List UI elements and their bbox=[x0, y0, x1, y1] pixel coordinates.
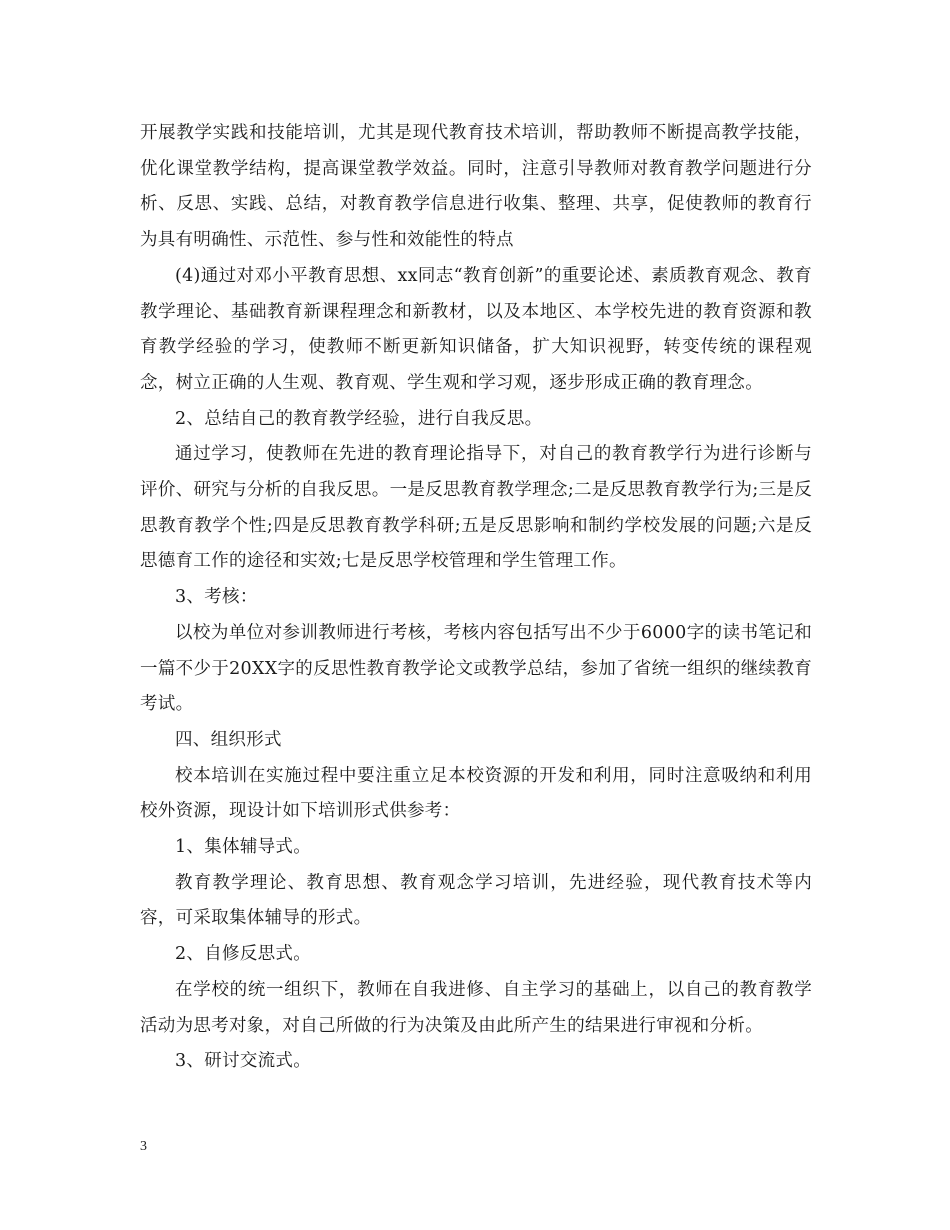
paragraph: 以校为单位对参训教师进行考核，考核内容包括写出不少于6000字的读书笔记和一篇不少于20XX字的反思性教育教学论文或教学总结，参加了省统一组织的继续教育考试。 bbox=[140, 622, 812, 715]
paragraph: 在学校的统一组织下，教师在自我进修、自主学习的基础上，以自己的教育教学活动为思考对象，对自己所做的行为决策及由此所产生的结果进行审视和分析。 bbox=[140, 979, 812, 1036]
section-heading: 四、组织形式 bbox=[175, 729, 282, 750]
section-heading: 3、研讨交流式。 bbox=[175, 1051, 312, 1072]
section-heading: 3、考核： bbox=[175, 587, 258, 608]
paragraph: 开展教学实践和技能培训，尤其是现代教育技术培训，帮助教师不断提高教学技能，优化课堂教学结构，提高课堂教学效益。同时，注意引导教师对教育教学问题进行分析、反思、实践、总结，对教育教学信息进行收集、整理、共享，促使教师的教育行为具有明确性、示范性、参与性和效能性的特点 bbox=[140, 123, 812, 251]
page-number: 3 bbox=[140, 1139, 147, 1154]
paragraph: 通过学习，使教师在先进的教育理论指导下，对自己的教育教学行为进行诊断与评价、研究与分析的自我反思。一是反思教育教学理念;二是反思教育教学行为;三是反思教育教学个性;四是反思教育教学科研;五是反思影响和制约学校发展的问题;六是反思德育工作的途径和实效;七是反思学校管理和学生管理工作。 bbox=[140, 444, 812, 572]
document-body bbox=[140, 116, 812, 1080]
paragraph: (4)通过对邓小平教育思想、xx同志“教育创新”的重要论述、素质教育观念、教育教学理论、基础教育新课程理念和新教材，以及本地区、本学校先进的教育资源和教育教学经验的学习，使教师不断更新知识储备，扩大知识视野，转变传统的课程观念，树立正确的人生观、教育观、学生观和学习观，逐步形成正确的教育理念。 bbox=[140, 265, 812, 393]
paragraph: 校本培训在实施过程中要注重立足本校资源的开发和利用，同时注意吸纳和利用校外资源，现设计如下培训形式供参考： bbox=[140, 765, 812, 822]
section-heading: 1、集体辅导式。 bbox=[175, 837, 312, 858]
paragraph: 教育教学理论、教育思想、教育观念学习培训，先进经验，现代教育技术等内容，可采取集体辅导的形式。 bbox=[140, 872, 812, 929]
section-heading: 2、总结自己的教育教学经验，进行自我反思。 bbox=[175, 408, 543, 429]
section-heading: 2、自修反思式。 bbox=[175, 944, 312, 965]
